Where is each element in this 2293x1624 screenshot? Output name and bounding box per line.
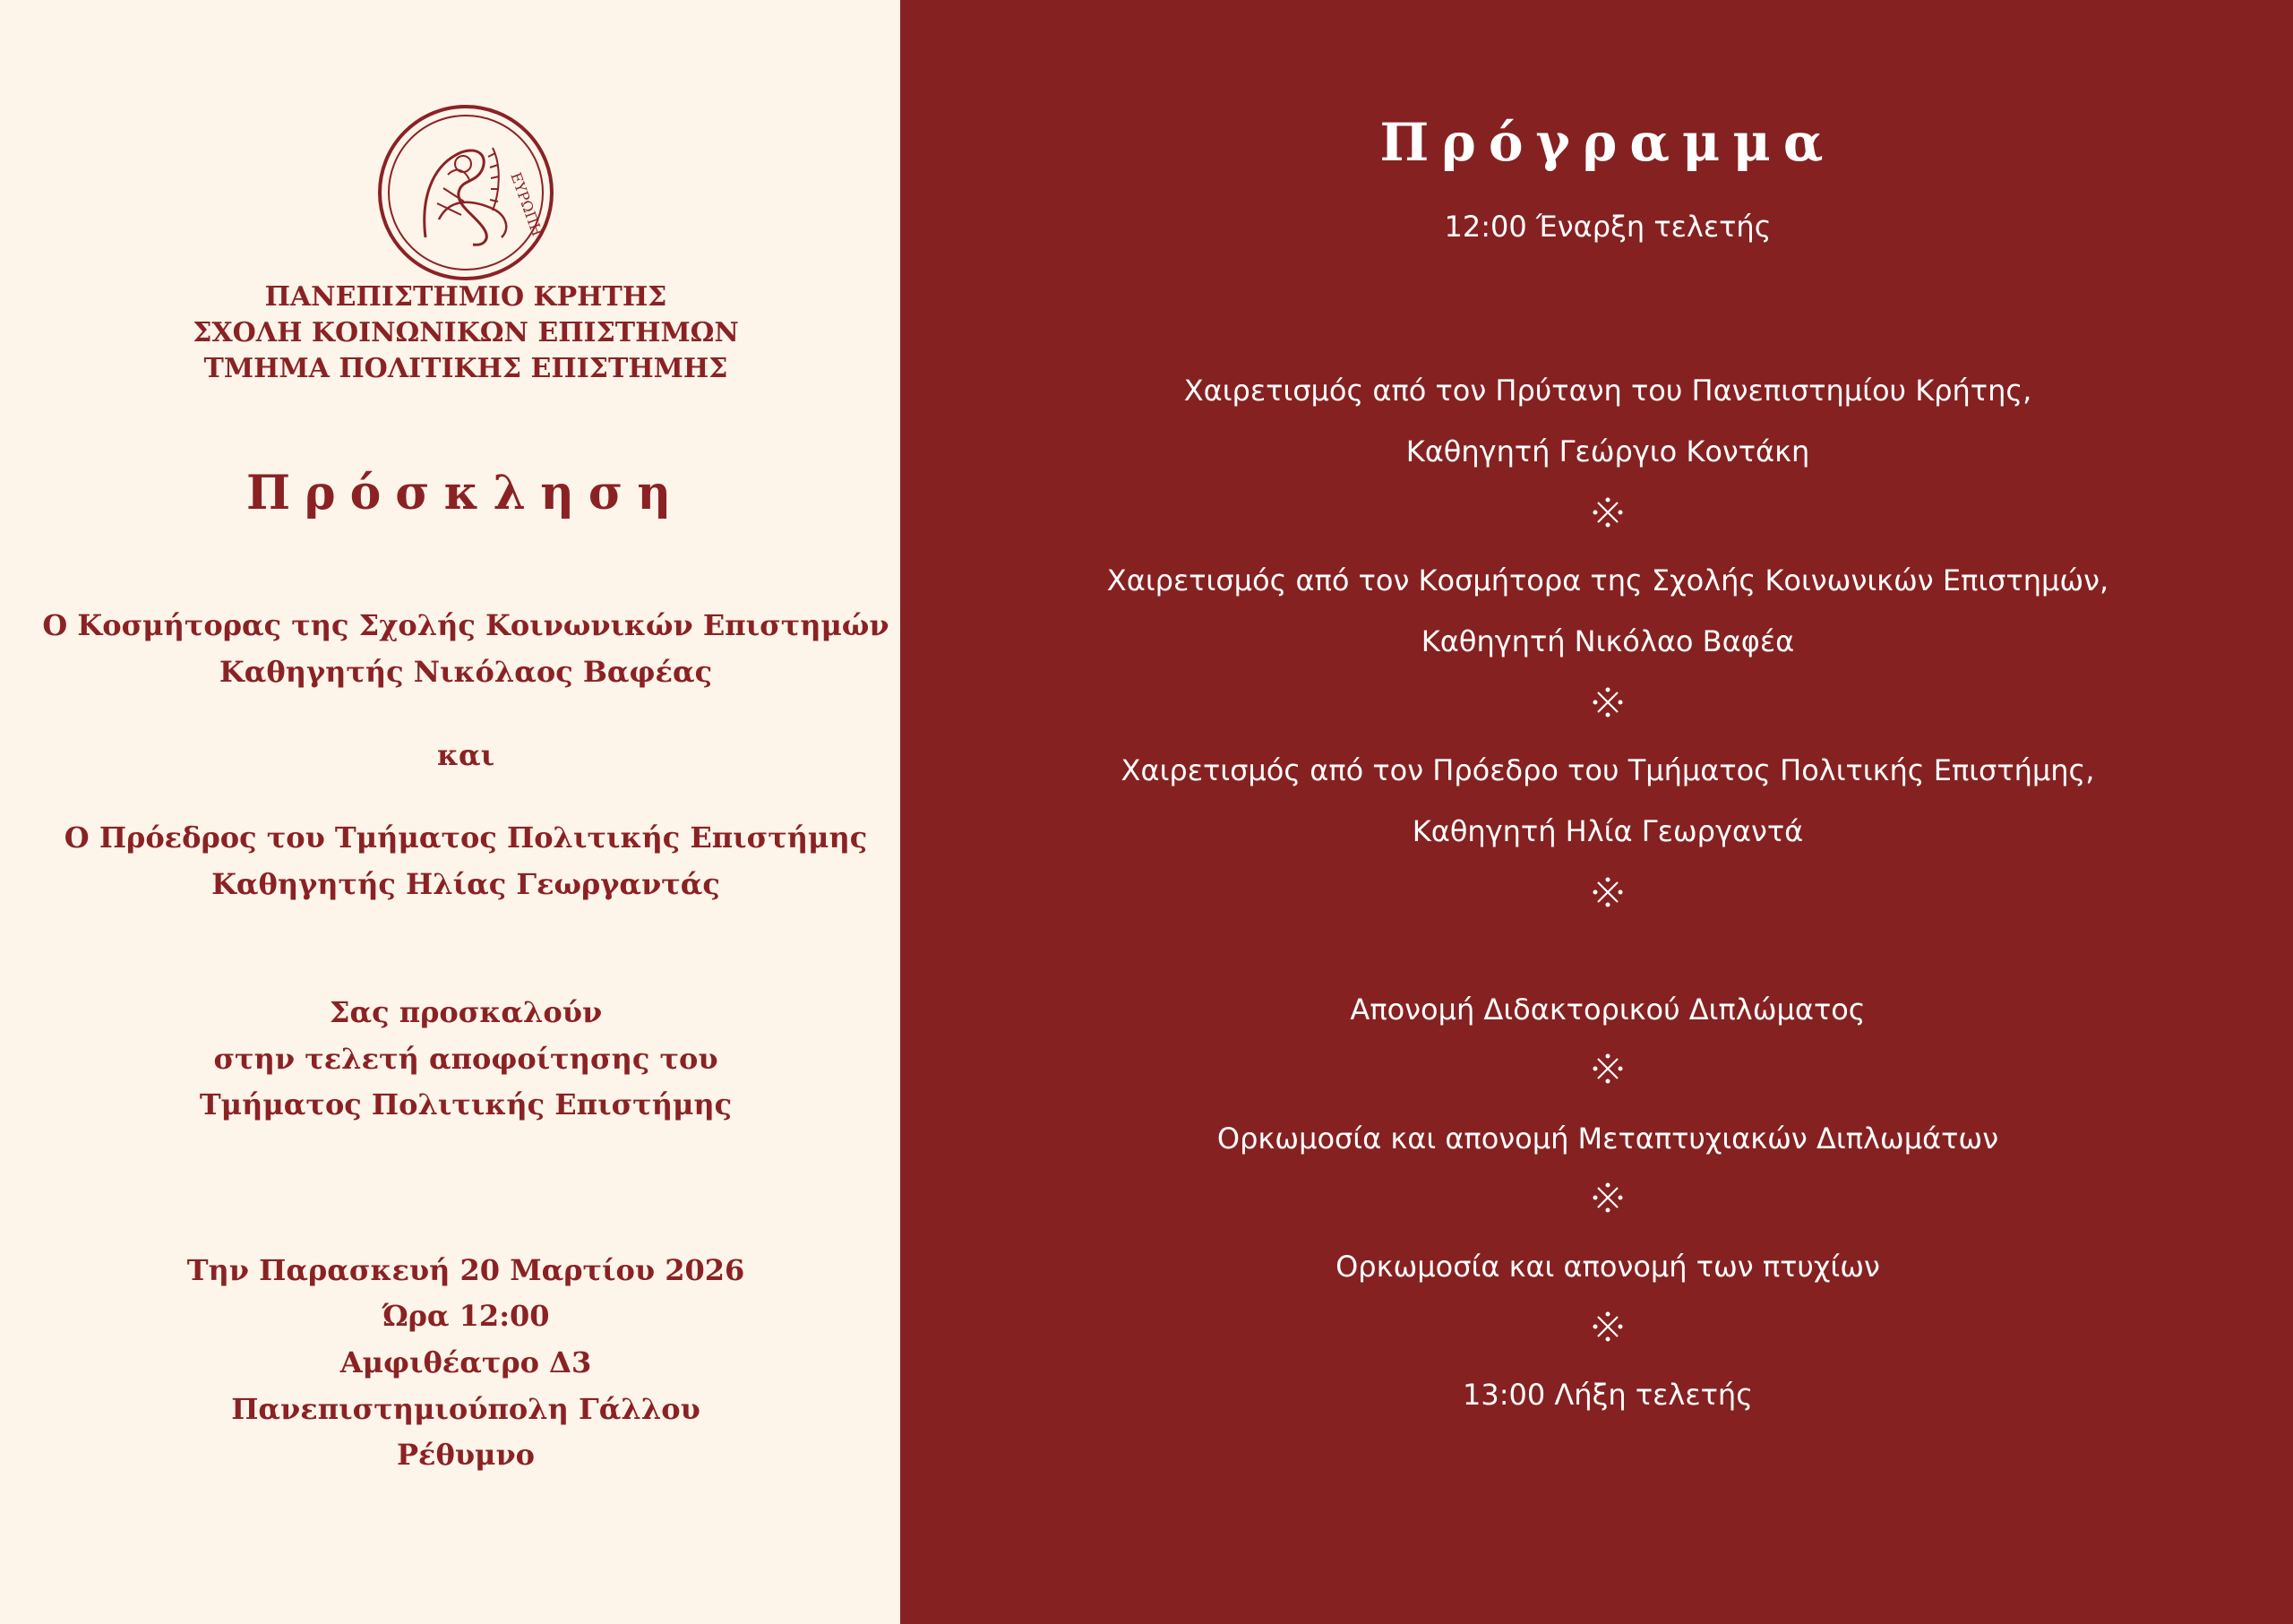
event-venue: Αμφιθέατρο Δ3	[339, 1345, 592, 1379]
degrees-award: Ορκωμοσία και απονομή των πτυχίων	[1335, 1250, 1880, 1284]
phd-award: Απονομή Διδακτορικού Διπλώματος	[1350, 992, 1866, 1027]
greeting-chair-line-2: Καθηγητή Ηλία Γεωργαντά	[1412, 814, 1804, 848]
masters-award: Ορκωμοσία και απονομή Μεταπτυχιακών Διπλωμάτων	[1216, 1121, 1999, 1156]
invitation-panel	[0, 0, 900, 1624]
greeting-dean-line-2: Καθηγητή Νικόλαο Βαφέα	[1421, 624, 1795, 658]
reference-mark-icon	[1590, 874, 1626, 910]
reference-mark-icon	[1590, 1180, 1626, 1216]
chair-line-2: Καθηγητής Ηλίας Γεωργαντάς	[211, 867, 720, 901]
dean-line-2: Καθηγητής Νικόλαος Βαφέας	[219, 655, 713, 689]
greeting-rector-line-2: Καθηγητή Γεώργιο Κοντάκη	[1405, 434, 1810, 468]
university-name: ΠΑΝΕΠΙΣΤΗΜΙΟ ΚΡΗΤΗΣ	[264, 281, 667, 313]
event-campus: Πανεπιστημιούπολη Γάλλου	[231, 1392, 700, 1426]
program-start: 12:00 Έναρξη τελετής	[1444, 210, 1772, 244]
invite-line-1: Σας προσκαλούν	[329, 995, 603, 1029]
university-seal-logo	[376, 103, 555, 282]
school-name: ΣΧΟΛΗ ΚΟΙΝΩΝΙΚΩΝ ΕΠΙΣΤΗΜΩΝ	[193, 317, 739, 348]
program-panel	[900, 0, 2293, 1624]
invite-line-2: στην τελετή αποφοίτησης του	[213, 1042, 718, 1076]
svg-text:ΕΥΡΩΠΗ: ΕΥΡΩΠΗ	[507, 169, 546, 239]
greeting-chair-line-1: Χαιρετισμός από τον Πρόεδρο του Τμήματος Πολιτικής Επιστήμης,	[1121, 753, 2095, 787]
reference-mark-icon	[1590, 494, 1626, 530]
event-city: Ρέθυμνο	[396, 1438, 536, 1472]
event-time: Ώρα 12:00	[382, 1299, 550, 1333]
program-title: Πρόγραμμα	[1379, 112, 1836, 173]
event-date: Την Παρασκευή 20 Μαρτίου 2026	[186, 1253, 745, 1287]
reference-mark-icon	[1590, 684, 1626, 720]
chair-line-1: Ο Πρόεδρος του Τμήματος Πολιτικής Επιστήμης	[64, 821, 868, 855]
invite-line-3: Τμήματος Πολιτικής Επιστήμης	[199, 1087, 733, 1121]
invitation-title: Πρόσκληση	[245, 466, 686, 520]
greeting-dean-line-1: Χαιρετισμός από τον Κοσμήτορα της Σχολής Κοινωνικών Επιστημών,	[1106, 563, 2109, 597]
greeting-rector-line-1: Χαιρετισμός από τον Πρύτανη του Πανεπιστημίου Κρήτης,	[1183, 374, 2032, 408]
department-name: ΤΜΗΜΑ ΠΟΛΙΤΙΚΗΣ ΕΠΙΣΤΗΜΗΣ	[203, 353, 728, 384]
reference-mark-icon	[1590, 1309, 1626, 1345]
program-end: 13:00 Λήξη τελετής	[1463, 1378, 1753, 1412]
and-word: και	[436, 738, 495, 772]
reference-mark-icon	[1590, 1051, 1626, 1087]
dean-line-1: Ο Κοσμήτορας της Σχολής Κοινωνικών Επιστημών	[42, 608, 889, 642]
